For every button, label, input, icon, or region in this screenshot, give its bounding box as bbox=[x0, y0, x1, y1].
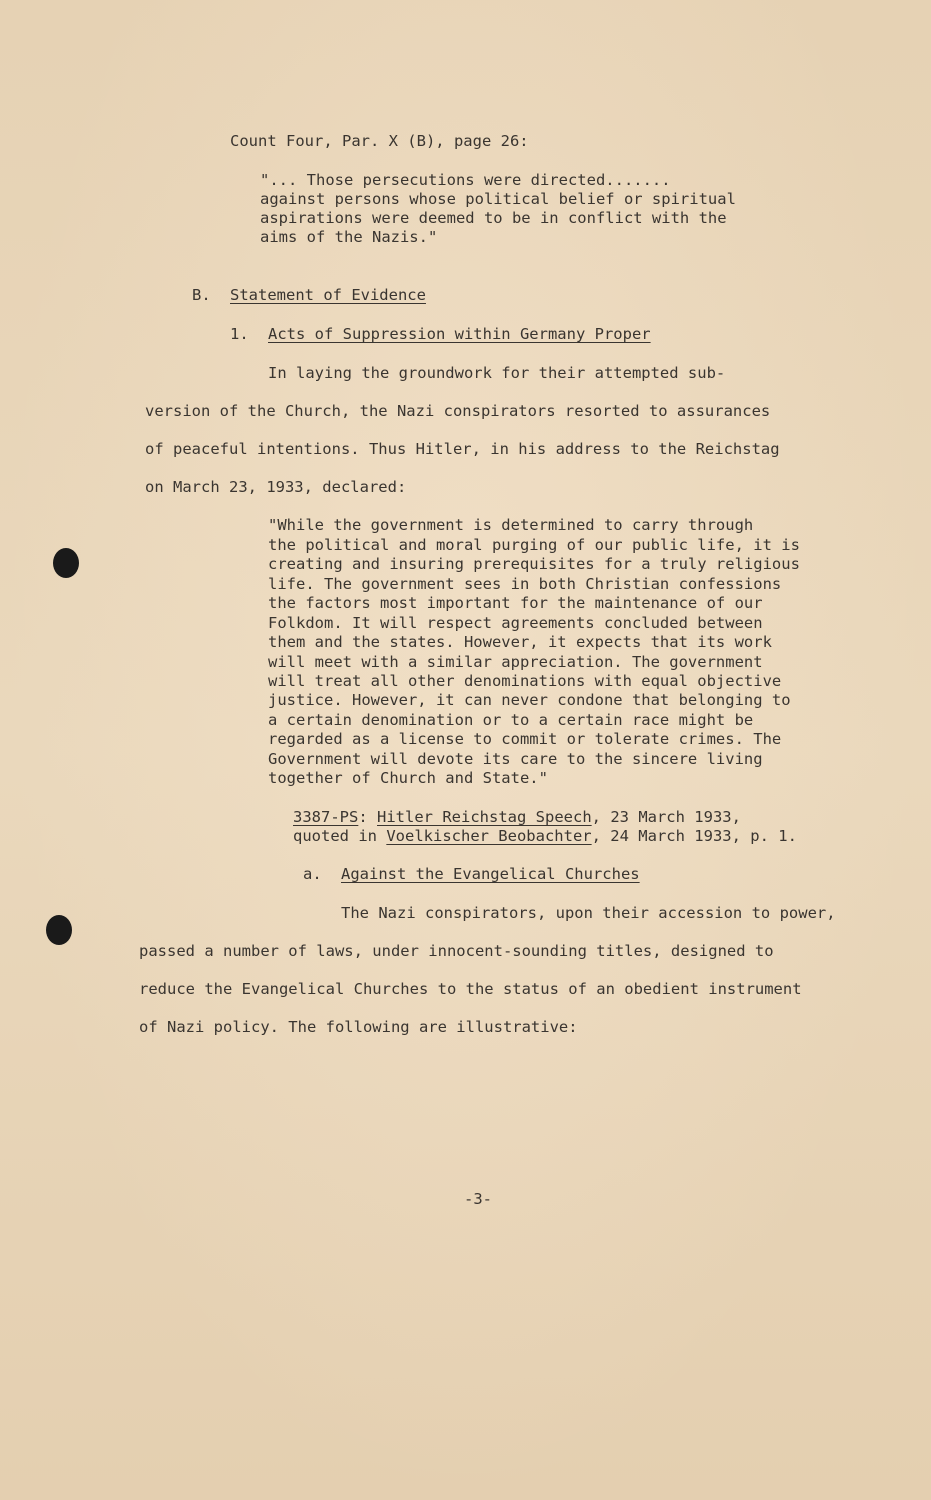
paragraph-line: of Nazi policy. The following are illustrative: bbox=[139, 1018, 578, 1036]
section-b-marker: B. bbox=[192, 286, 211, 304]
quote-line: "... Those persecutions were directed....... bbox=[260, 171, 671, 189]
paragraph-line: reduce the Evangelical Churches to the status of an obedient instrument bbox=[139, 980, 802, 998]
paragraph-line: on March 23, 1933, declared: bbox=[145, 478, 407, 496]
paragraph-line: version of the Church, the Nazi conspirators resorted to assurances bbox=[145, 402, 771, 420]
quote-line: Folkdom. It will respect agreements concluded between bbox=[268, 614, 763, 632]
quote-line: against persons whose political belief or spiritual bbox=[260, 190, 736, 208]
paragraph-line: passed a number of laws, under innocent-sounding titles, designed to bbox=[139, 942, 774, 960]
quote-line: "While the government is determined to carry through bbox=[268, 516, 754, 534]
document-title: Hitler Reichstag Speech bbox=[377, 808, 592, 826]
source-details: , 24 March 1933, p. 1. bbox=[591, 827, 797, 845]
quote-line: will meet with a similar appreciation. The government bbox=[268, 653, 763, 671]
quote-line: together of Church and State." bbox=[268, 769, 548, 787]
section-a-marker: a. bbox=[303, 865, 322, 883]
document-citation-line2 bbox=[293, 827, 797, 846]
document-title-date: , 23 March 1933, bbox=[591, 808, 741, 826]
quoted-in-prefix: quoted in bbox=[293, 827, 387, 845]
paragraph-line: The Nazi conspirators, upon their accession to power, bbox=[341, 904, 836, 922]
quote-line: a certain denomination or to a certain race might be bbox=[268, 711, 754, 729]
quote-line: life. The government sees in both Christian confessions bbox=[268, 575, 782, 593]
paragraph-line: In laying the groundwork for their attempted sub- bbox=[268, 364, 726, 382]
page-number: -3- bbox=[464, 1190, 492, 1208]
count-citation: Count Four, Par. X (B), page 26: bbox=[230, 132, 529, 150]
quote-line: justice. However, it can never condone that belonging to bbox=[268, 691, 791, 709]
citation-separator: : bbox=[358, 808, 368, 826]
section-b-heading: Statement of Evidence bbox=[230, 286, 426, 304]
quote-line: regarded as a license to commit or tolerate crimes. The bbox=[268, 730, 782, 748]
quote-line: will treat all other denominations with equal objective bbox=[268, 672, 782, 690]
quote-line: creating and insuring prerequisites for a truly religious bbox=[268, 555, 800, 573]
source-newspaper: Voelkischer Beobachter bbox=[386, 827, 592, 845]
document-citation-line1 bbox=[293, 808, 741, 827]
paragraph-line: of peaceful intentions. Thus Hitler, in his address to the Reichstag bbox=[145, 440, 780, 458]
quote-line: aspirations were deemed to be in conflict with the bbox=[260, 209, 727, 227]
section-1-marker: 1. bbox=[230, 325, 249, 343]
document-id: 3387-PS bbox=[293, 808, 359, 826]
quote-line: the political and moral purging of our public life, it is bbox=[268, 536, 800, 554]
quote-line: them and the states. However, it expects that its work bbox=[268, 633, 772, 651]
quote-line: aims of the Nazis." bbox=[260, 228, 438, 246]
punch-hole-top bbox=[53, 548, 79, 578]
punch-hole-bottom bbox=[46, 915, 72, 945]
section-a-heading: Against the Evangelical Churches bbox=[341, 865, 640, 883]
quote-line: Government will devote its care to the sincere living bbox=[268, 750, 763, 768]
section-1-heading: Acts of Suppression within Germany Proper bbox=[268, 325, 651, 343]
quote-line: the factors most important for the maintenance of our bbox=[268, 594, 763, 612]
